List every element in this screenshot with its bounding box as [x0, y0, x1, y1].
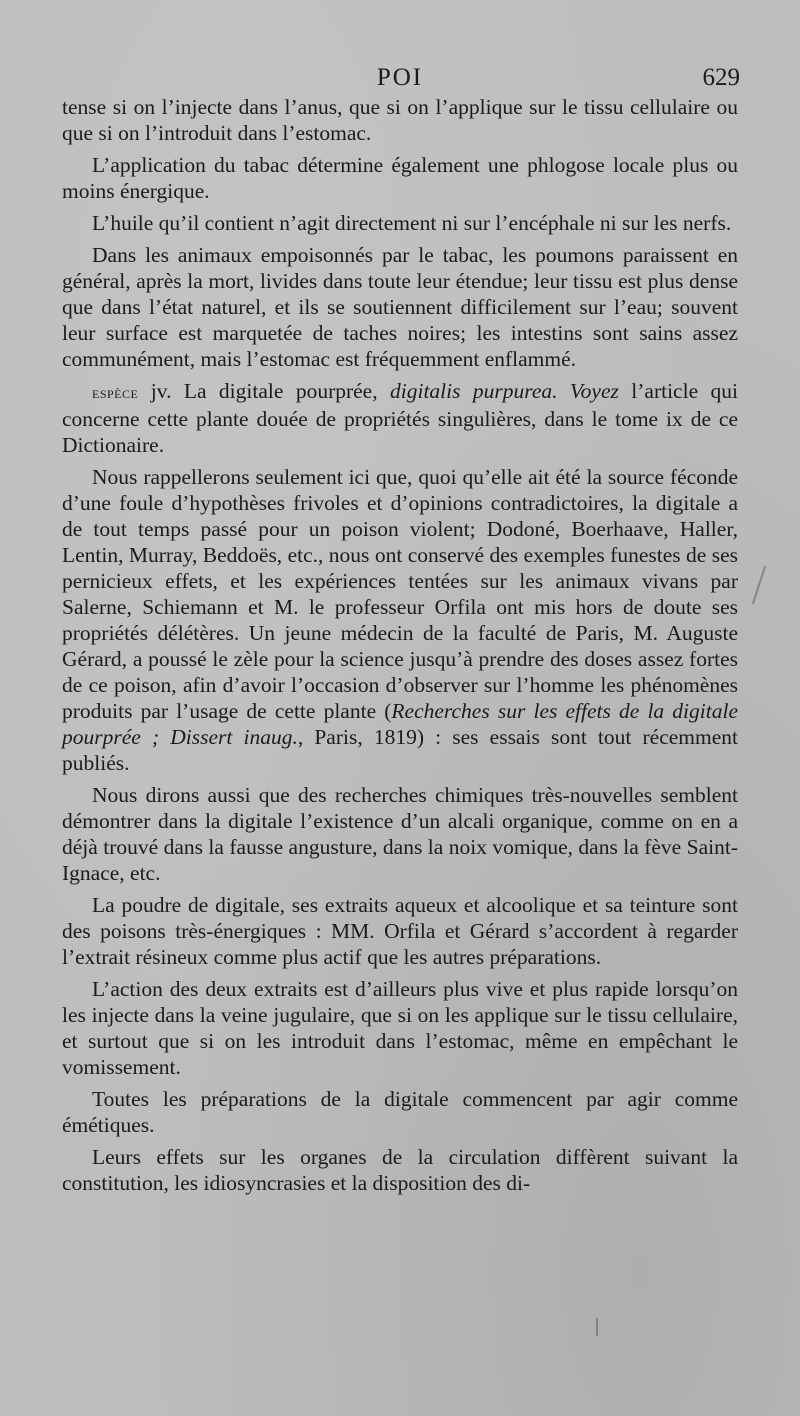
- paragraph: L’action des deux extraits est d’ailleurs plus vive et plus rapide lorsqu’on les injecte dans la veine jugulaire, que si on les applique sur le tissu cellulaire, et surtout que si on les introduit dans l’estomac, même en empêchant le vomissement.: [62, 977, 738, 1079]
- paragraph: L’huile qu’il contient n’agit directement ni sur l’encéphale ni sur les nerfs.: [92, 211, 732, 235]
- page-header: [60, 60, 740, 96]
- latin-name: digitalis purpurea. Voyez: [390, 379, 619, 403]
- paragraph: Dans les animaux empoisonnés par le tabac, les poumons paraissent en général, après la mort, livides dans toute leur étendue; leur tissu est plus dense que dans l’état naturel, et ils se soutiennent difficilement sur l’eau; souvent leur surface est marquetée de taches noires; les intestins sont sains assez communément, mais l’estomac est fréquemment enflammé.: [62, 243, 738, 371]
- paragraph: Toutes les préparations de la digitale commencent par agir comme émétiques.: [62, 1087, 738, 1137]
- paragraph-text: l’article qui concerne cette plante douée de propriétés singulières, dans le tome ix de ce Dictionaire.: [62, 379, 738, 457]
- section-label: espèce: [92, 383, 139, 402]
- paragraph: L’application du tabac détermine également une phlogose locale plus ou moins énergique.: [62, 153, 738, 203]
- page-number: 629: [702, 64, 740, 91]
- citation-title: Recherches sur les effets de la digitale pourprée ; Dissert inaug.: [62, 699, 738, 749]
- paragraph: Nous dirons aussi que des recherches chimiques très-nouvelles semblent démontrer dans la digitale l’existence d’un alcali organique, comme on en a déjà trouvé dans la fausse angusture, dans la noix vomique, dans la fève Saint-Ignace, etc.: [62, 783, 738, 885]
- paragraph: [62, 464, 738, 776]
- paragraph-text: , Paris, 1819) : ses essais sont tout récemment publiés.: [62, 725, 738, 775]
- paragraph: Leurs effets sur les organes de la circulation diffèrent suivant la constitution, les idiosyncrasies et la disposition des di-: [62, 1145, 738, 1195]
- paragraph: La poudre de digitale, ses extraits aqueux et alcoolique et sa teinture sont des poisons très-énergiques : MM. Orfila et Gérard s’accordent à regarder l’extrait résineux comme plus actif que les autres préparations.: [62, 893, 738, 969]
- paper-mark: [752, 566, 766, 605]
- paper-mark: [596, 1318, 598, 1336]
- paragraph-text: Nous rappellerons seulement ici que, quoi qu’elle ait été la source féconde d’une foule d’hypothèses frivoles et d’opinions contradictoires, la digitale a de tout temps passé pour un poison violent; Dodoné, Boerhaave, Haller, Lentin, Murray, Beddoës, etc., nous ont conservé des exemples funestes de ses pernicieux effets, et les expériences tentées sur les animaux vivans par Salerne, Schiemann et M. le professeur Orfila ont mis hors de doute ses propriétés délétères. Un jeune médecin de la faculté de Paris, M. Auguste Gérard, a poussé le zèle pour la science jusqu’à prendre des doses assez fortes de ce poison, afin d’avoir l’occasion d’observer sur l’homme les phénomènes produits par l’usage de cette plante (: [62, 465, 738, 723]
- paragraph-text: jv. La digitale pourprée,: [138, 379, 391, 403]
- body-text: [62, 94, 738, 1202]
- paragraph-espece: [62, 378, 738, 458]
- paragraph: tense si on l’injecte dans l’anus, que si on l’applique sur le tissu cellulaire ou que si on l’introduit dans l’estomac.: [62, 95, 738, 145]
- running-head: POI: [376, 64, 424, 91]
